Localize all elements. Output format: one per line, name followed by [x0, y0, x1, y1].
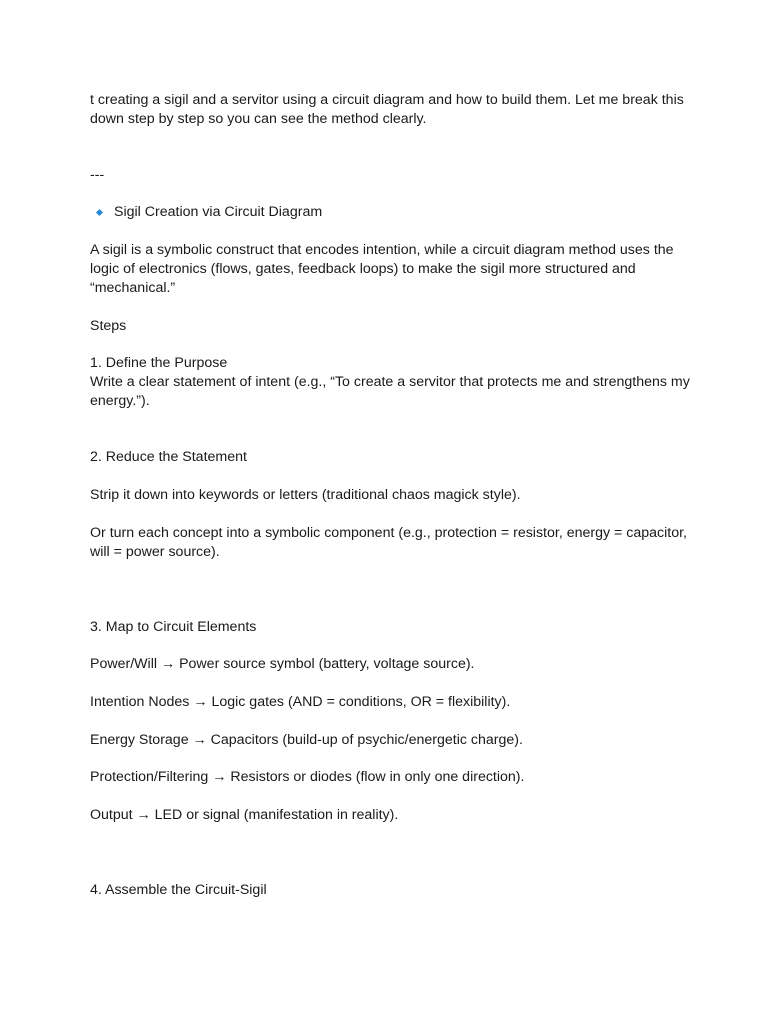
step2-title: 2. Reduce the Statement [90, 449, 247, 465]
step3-item: Protection/Filtering → Resistors or diodes (flow in only one direction). [90, 769, 525, 785]
definition-line-3: “mechanical.” [90, 280, 176, 296]
step1-body-line-1: Write a clear statement of intent (e.g., “To create a servitor that protects me and strengthens my [90, 374, 690, 390]
step3-title: 3. Map to Circuit Elements [90, 619, 257, 635]
step3-item: Energy Storage → Capacitors (build-up of psychic/energetic charge). [90, 732, 523, 748]
step4-title: 4. Assemble the Circuit-Sigil [90, 882, 267, 898]
step2-para1: Strip it down into keywords or letters (traditional chaos magick style). [90, 487, 521, 503]
document-page [90, 0, 690, 1024]
intro-line-2: down step by step so you can see the method clearly. [90, 111, 427, 127]
definition-line-1: A sigil is a symbolic construct that encodes intention, while a circuit diagram method uses the [90, 242, 674, 258]
step1-body-line-2: energy.”). [90, 393, 150, 409]
section-heading-row [90, 203, 322, 222]
steps-label: Steps [90, 318, 127, 334]
step3-item: Output → LED or signal (manifestation in reality). [90, 807, 399, 823]
step3-item: Intention Nodes → Logic gates (AND = conditions, OR = flexibility). [90, 694, 511, 710]
separator: --- [90, 167, 105, 183]
section-heading: Sigil Creation via Circuit Diagram [114, 204, 323, 220]
diamond-bullet-icon [96, 209, 103, 216]
step3-item: Power/Will → Power source symbol (battery, voltage source). [90, 656, 475, 672]
intro-line-1: t creating a sigil and a servitor using a circuit diagram and how to build them. Let me break this [90, 92, 684, 108]
step2-para2-line-1: Or turn each concept into a symbolic component (e.g., protection = resistor, energy = capacitor, [90, 525, 687, 541]
step1-title: 1. Define the Purpose [90, 355, 228, 371]
definition-line-2: logic of electronics (flows, gates, feedback loops) to make the sigil more structured and [90, 261, 636, 277]
step2-para2-line-2: will = power source). [90, 544, 220, 560]
